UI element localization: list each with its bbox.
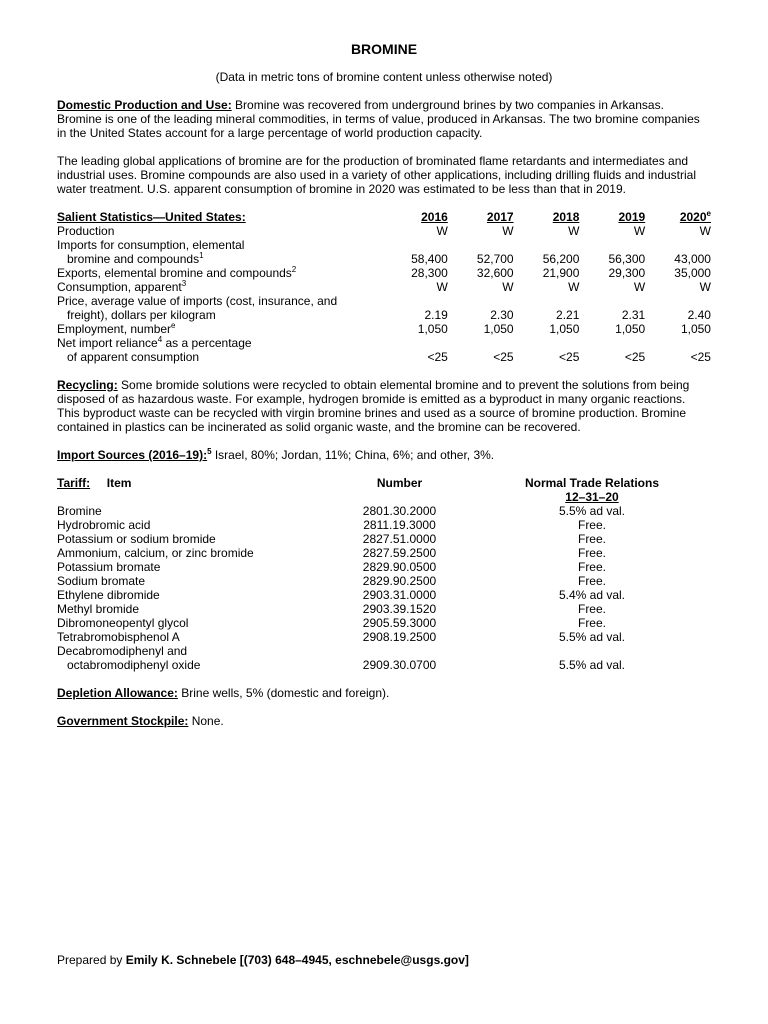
recycling-heading: Recycling: — [57, 378, 118, 392]
tariff-item: Potassium bromate — [57, 560, 161, 574]
stats-value: 2.31 — [621, 308, 646, 322]
tariff-ntr: 5.5% ad val. — [558, 504, 626, 518]
tariff-row — [57, 574, 711, 588]
tariff-ntr: Free. — [577, 616, 606, 630]
tariff-item: Sodium bromate — [57, 574, 146, 588]
tariff-number: 2827.59.2500 — [362, 546, 437, 560]
tariff-row — [57, 602, 711, 616]
stats-value: 1,050 — [483, 322, 514, 336]
tariff-ntr: Free. — [577, 532, 606, 546]
stats-heading: Salient Statistics—United States: — [57, 210, 246, 224]
stats-row — [57, 308, 711, 322]
author-contact: Emily K. Schnebele [(703) 648–4945, eschnebele@usgs.gov] — [125, 953, 469, 967]
stats-value: <25 — [624, 350, 646, 364]
stats-row — [57, 266, 711, 280]
tariff-ntr: Free. — [577, 602, 606, 616]
stats-row — [57, 350, 711, 364]
stats-value: W — [436, 280, 448, 294]
tariff-row — [57, 616, 711, 630]
stats-value: 52,700 — [476, 252, 514, 266]
tariff-ntr: 5.4% ad val. — [558, 588, 626, 602]
stats-value: 1,050 — [680, 322, 711, 336]
stockpile-heading: Government Stockpile: — [57, 714, 189, 728]
tariff-item: octabromodiphenyl oxide — [67, 658, 201, 672]
tariff-col-number: Number — [376, 476, 423, 490]
tariff-row — [57, 504, 711, 518]
stats-row-label: Production — [57, 224, 115, 238]
tariff-number: 2905.59.3000 — [362, 616, 437, 630]
stats-value: W — [436, 224, 448, 238]
stats-row — [57, 322, 711, 336]
stats-row — [57, 336, 711, 350]
tariff-table — [57, 476, 711, 672]
tariff-item: Decabromodiphenyl and — [57, 644, 188, 658]
tariff-ntr: Free. — [577, 560, 606, 574]
tariff-number: 2909.30.0700 — [362, 658, 437, 672]
tariff-row — [57, 658, 711, 672]
import-sources-paragraph: Import Sources (2016–19):$^5$ Israel, 80%; Jordan, 11%; China, 6%; and other, 3%. — [57, 447, 495, 462]
domestic-text: Bromine was recovered from underground brines by two companies in Arkansas. Bromine is one of the leading mineral commodities, in terms of value, produced in Arkansas. The two bromine companies in the United States account for a large percentage of world production capacity. — [57, 98, 700, 140]
stats-value: W — [502, 280, 514, 294]
tariff-number: 2829.90.2500 — [362, 574, 437, 588]
stats-value: <25 — [690, 350, 711, 364]
stats-row — [57, 252, 711, 266]
stats-body — [57, 224, 711, 364]
stats-row — [57, 238, 711, 252]
stats-row-label: Price, average value of imports (cost, insurance, and — [57, 294, 338, 308]
stats-value: 21,900 — [542, 266, 580, 280]
stats-value: 1,050 — [549, 322, 580, 336]
tariff-ntr: Free. — [577, 518, 606, 532]
year-header: 2016 — [421, 210, 448, 224]
stats-value: W — [633, 280, 646, 294]
tariff-number: 2908.19.2500 — [362, 630, 437, 644]
tariff-number: 2801.30.2000 — [362, 504, 437, 518]
stats-row-label: freight), dollars per kilogram — [67, 308, 216, 322]
stats-value: 2.21 — [556, 308, 580, 322]
stockpile-paragraph — [57, 714, 711, 728]
tariff-col-ntr: Normal Trade Relations 12–31–20 — [524, 476, 660, 504]
tariff-number: 2903.31.0000 — [362, 588, 437, 602]
stats-value: 43,000 — [674, 252, 711, 266]
stats-header-row — [57, 210, 711, 224]
page-subtitle: (Data in metric tons of bromine content unless otherwise noted) — [215, 70, 553, 84]
tariff-number: 2827.51.0000 — [362, 532, 437, 546]
stats-row-label: bromine and compounds$^1$ — [67, 251, 204, 266]
tariff-row — [57, 518, 711, 532]
tariff-number: 2829.90.0500 — [362, 560, 437, 574]
tariff-number: 2903.39.1520 — [362, 602, 437, 616]
tariff-item: Hydrobromic acid — [57, 518, 151, 532]
stats-row-label: Employment, number$^e$ — [57, 321, 176, 336]
depletion-heading: Depletion Allowance: — [57, 686, 178, 700]
stats-row-label: Imports for consumption, elemental — [57, 238, 245, 252]
domestic-heading: Domestic Production and Use: — [57, 98, 232, 112]
tariff-row — [57, 644, 711, 658]
tariff-item: Tetrabromobisphenol A — [57, 630, 180, 644]
tariff-body — [57, 504, 711, 672]
tariff-row — [57, 546, 711, 560]
stats-value: 2.30 — [490, 308, 514, 322]
depletion-paragraph — [57, 686, 711, 700]
stats-row — [57, 224, 711, 238]
applications-paragraph: The leading global applications of bromine are for the production of brominated flame retardants and intermediates and industrial uses. Bromine compounds are also used in a variety of other applications, including drilling fluids and industrial water treatment. U.S. apparent consumption of bromine in 2020 was estimated to be less than that in 2019. — [57, 154, 697, 196]
tariff-heading: Tariff: — [57, 476, 91, 490]
import-sources-heading: Import Sources (2016–19): — [57, 448, 208, 462]
stats-value: W — [568, 224, 580, 238]
tariff-ntr: 5.5% ad val. — [558, 658, 626, 672]
stats-value: W — [633, 224, 646, 238]
stats-value: 2.19 — [424, 308, 448, 322]
tariff-ntr: Free. — [577, 574, 606, 588]
tariff-item: Bromine — [57, 504, 102, 518]
stats-row — [57, 294, 711, 308]
recycling-text: Some bromide solutions were recycled to obtain elemental bromine and to prevent the solutions from being disposed of as hazardous waste. For example, hydrogen bromide is emitted as a byproduct in many organic reactions. This byproduct waste can be recycled with virgin bromine brines and used as a source of bromine production. Bromine contained in plastics can be incinerated as solid organic waste, and the bromine can be recovered. — [57, 378, 690, 434]
tariff-number: 2811.19.3000 — [363, 518, 436, 532]
stats-row-label: of apparent consumption — [67, 350, 200, 364]
stats-value: 35,000 — [674, 266, 711, 280]
tariff-item: Methyl bromide — [57, 602, 140, 616]
stats-value: 1,050 — [417, 322, 448, 336]
depletion-text: Brine wells, 5% (domestic and foreign). — [177, 686, 390, 700]
import-sources-text: Israel, 80%; Jordan, 11%; China, 6%; and other, 3%. — [211, 448, 495, 462]
year-header: 2020e — [679, 209, 711, 224]
stats-value: <25 — [427, 350, 448, 364]
salient-statistics-table — [57, 210, 711, 364]
year-header: 2019 — [618, 210, 646, 224]
stats-value: W — [699, 280, 711, 294]
domestic-production-paragraph — [57, 98, 711, 140]
tariff-item: Dibromoneopentyl glycol — [57, 616, 189, 630]
tariff-ntr: Free. — [577, 546, 606, 560]
stats-value: 56,200 — [542, 252, 580, 266]
tariff-row — [57, 560, 711, 574]
stats-value: 1,050 — [615, 322, 646, 336]
year-header: 2018 — [552, 210, 580, 224]
stats-row-label: Consumption, apparent$^3$ — [57, 279, 187, 294]
stats-value: W — [502, 224, 514, 238]
stats-value: 56,300 — [608, 252, 646, 266]
tariff-item: Ammonium, calcium, or zinc bromide — [57, 546, 254, 560]
stats-value: 32,600 — [476, 266, 514, 280]
stats-value: <25 — [493, 350, 514, 364]
footer-credit: Prepared by Emily K. Schnebele [(703) 648–4945, eschnebele@usgs.gov] — [57, 953, 469, 967]
stats-value: 58,400 — [411, 252, 448, 266]
page-title: BROMINE — [350, 41, 418, 57]
tariff-col-item: Item — [106, 476, 132, 490]
tariff-row — [57, 630, 711, 644]
tariff-item: Ethylene dibromide — [57, 588, 160, 602]
stats-row — [57, 280, 711, 294]
year-header: 2017 — [486, 210, 514, 224]
tariff-item: Potassium or sodium bromide — [57, 532, 216, 546]
stockpile-text: None. — [188, 714, 224, 728]
document-page — [57, 40, 711, 728]
tariff-row — [57, 532, 711, 546]
stats-row-label: Net import reliance$^4$ as a percentage — [57, 335, 252, 350]
stats-value: 2.40 — [687, 308, 711, 322]
tariff-ntr: 5.5% ad val. — [558, 630, 626, 644]
tariff-row — [57, 588, 711, 602]
tariff-header-row — [57, 476, 711, 504]
stats-value: <25 — [559, 350, 580, 364]
stats-row-label: Exports, elemental bromine and compounds$^2$ — [57, 265, 297, 280]
stats-value: 28,300 — [411, 266, 448, 280]
recycling-paragraph — [57, 378, 711, 434]
stats-value: W — [568, 280, 580, 294]
stats-value: W — [699, 224, 711, 238]
stats-value: 29,300 — [608, 266, 646, 280]
